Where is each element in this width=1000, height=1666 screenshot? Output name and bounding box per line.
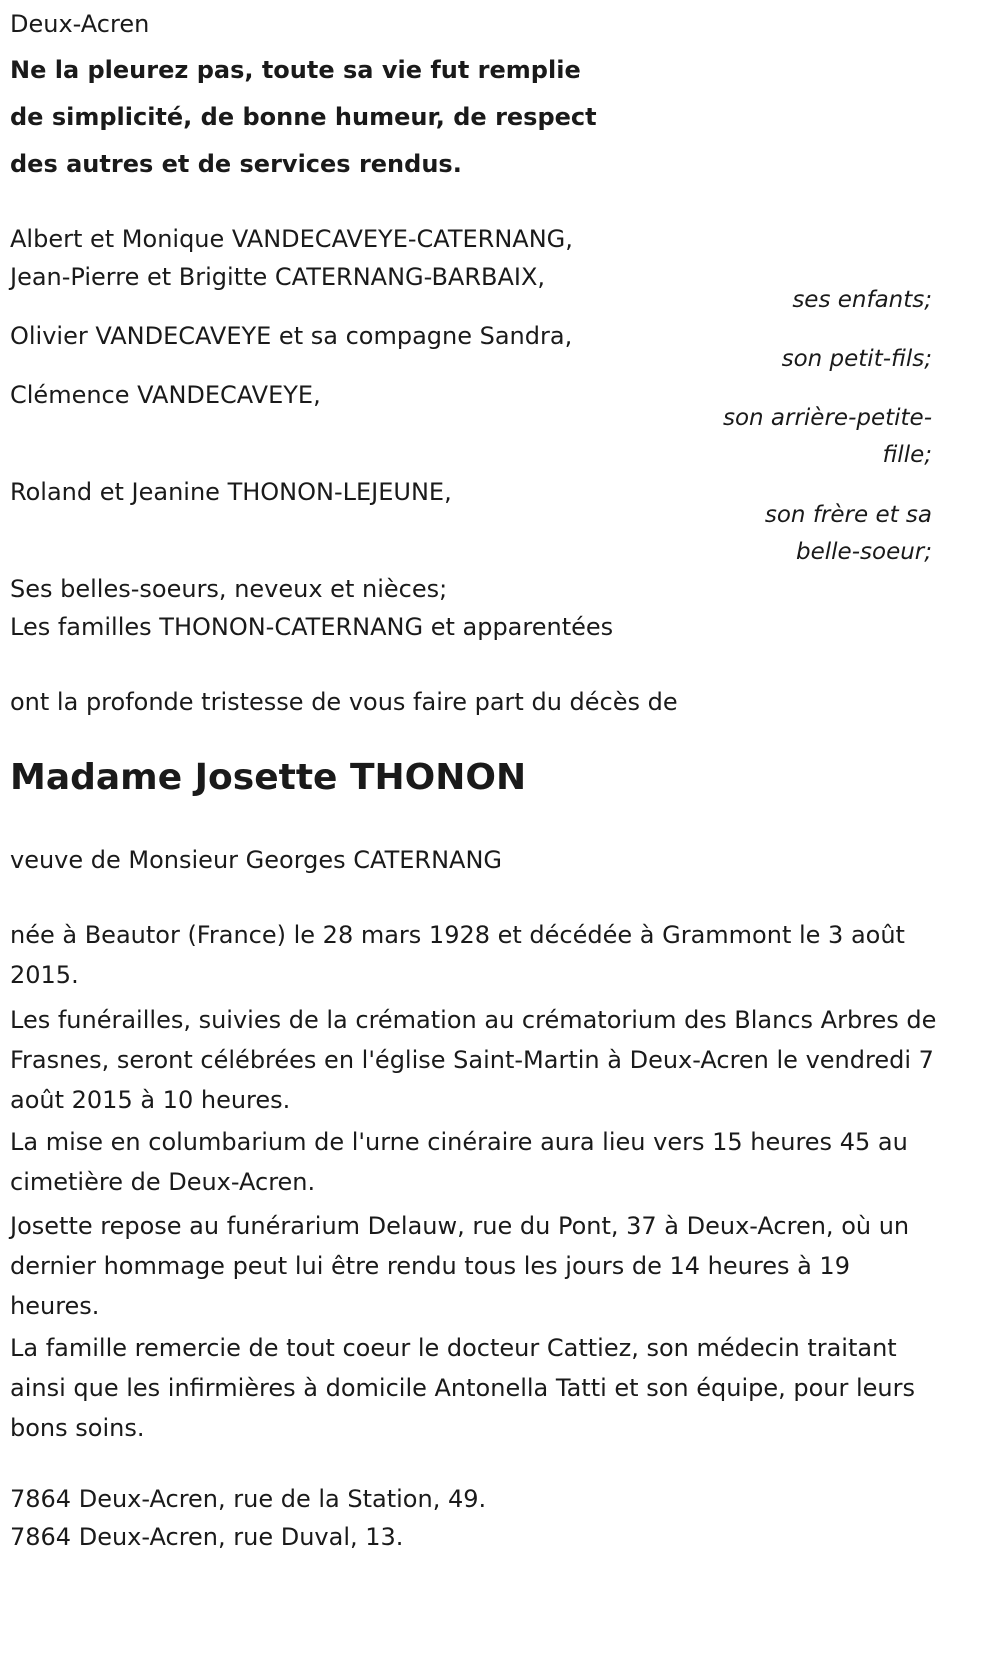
family-brother: Roland et Jeanine THONON-LEJEUNE, [10, 478, 452, 506]
address-1: 7864 Deux-Acren, rue de la Station, 49. [10, 1485, 487, 1513]
deceased-name: Madame Josette THONON [10, 757, 527, 798]
quote-line-3: des autres et de services rendus. [10, 150, 462, 178]
family-children-2: Jean-Pierre et Brigitte CATERNANG-BARBAIX, [10, 263, 546, 291]
quote-line-2: de simplicité, de bonne humeur, de respect [10, 103, 597, 131]
paragraph-funerarium: Josette repose au funérarium Delauw, rue du Pont, 37 à Deux-Acren, où un dernier hommage peut lui être rendu tous les jours de 14 heures à 19 heures. [10, 1212, 910, 1320]
quote-line-1: Ne la pleurez pas, toute sa vie fut remplie [10, 56, 581, 84]
location-heading: Deux-Acren [10, 10, 150, 38]
paragraph-funeral: Les funérailles, suivies de la crémation au crématorium des Blancs Arbres de Frasnes, seront célébrées en l'église Saint-Martin à Deux-Acren le vendredi 7 août 2015 à 10 heures. [10, 1006, 937, 1114]
role-brother-2: belle-soeur; [796, 539, 932, 565]
family-others-2: Les familles THONON-CATERNANG et apparentées [10, 613, 614, 641]
role-great-granddaughter-1: son arrière-petite- [722, 405, 932, 431]
family-grandson: Olivier VANDECAVEYE et sa compagne Sandra, [10, 322, 573, 350]
widow-of: veuve de Monsieur Georges CATERNANG [10, 846, 503, 874]
announcement-text: ont la profonde tristesse de vous faire part du décès de [10, 688, 678, 716]
paragraph-birth-death: née à Beautor (France) le 28 mars 1928 et décédée à Grammont le 3 août 2015. [10, 921, 905, 989]
paragraph-thanks: La famille remercie de tout coeur le docteur Cattiez, son médecin traitant ainsi que les infirmières à domicile Antonella Tatti et son équipe, pour leurs bons soins. [10, 1334, 916, 1442]
address-2: 7864 Deux-Acren, rue Duval, 13. [10, 1523, 404, 1551]
role-great-granddaughter-2: fille; [882, 442, 932, 468]
role-grandson: son petit-fils; [781, 346, 932, 372]
family-others-1: Ses belles-soeurs, neveux et nièces; [10, 575, 448, 603]
role-brother-1: son frère et sa [764, 502, 932, 528]
role-children: ses enfants; [792, 287, 932, 313]
paragraph-columbarium: La mise en columbarium de l'urne cinéraire aura lieu vers 15 heures 45 au cimetière de Deux-Acren. [10, 1128, 908, 1196]
family-great-granddaughter: Clémence VANDECAVEYE, [10, 381, 321, 409]
family-children-1: Albert et Monique VANDECAVEYE-CATERNANG, [10, 225, 573, 253]
